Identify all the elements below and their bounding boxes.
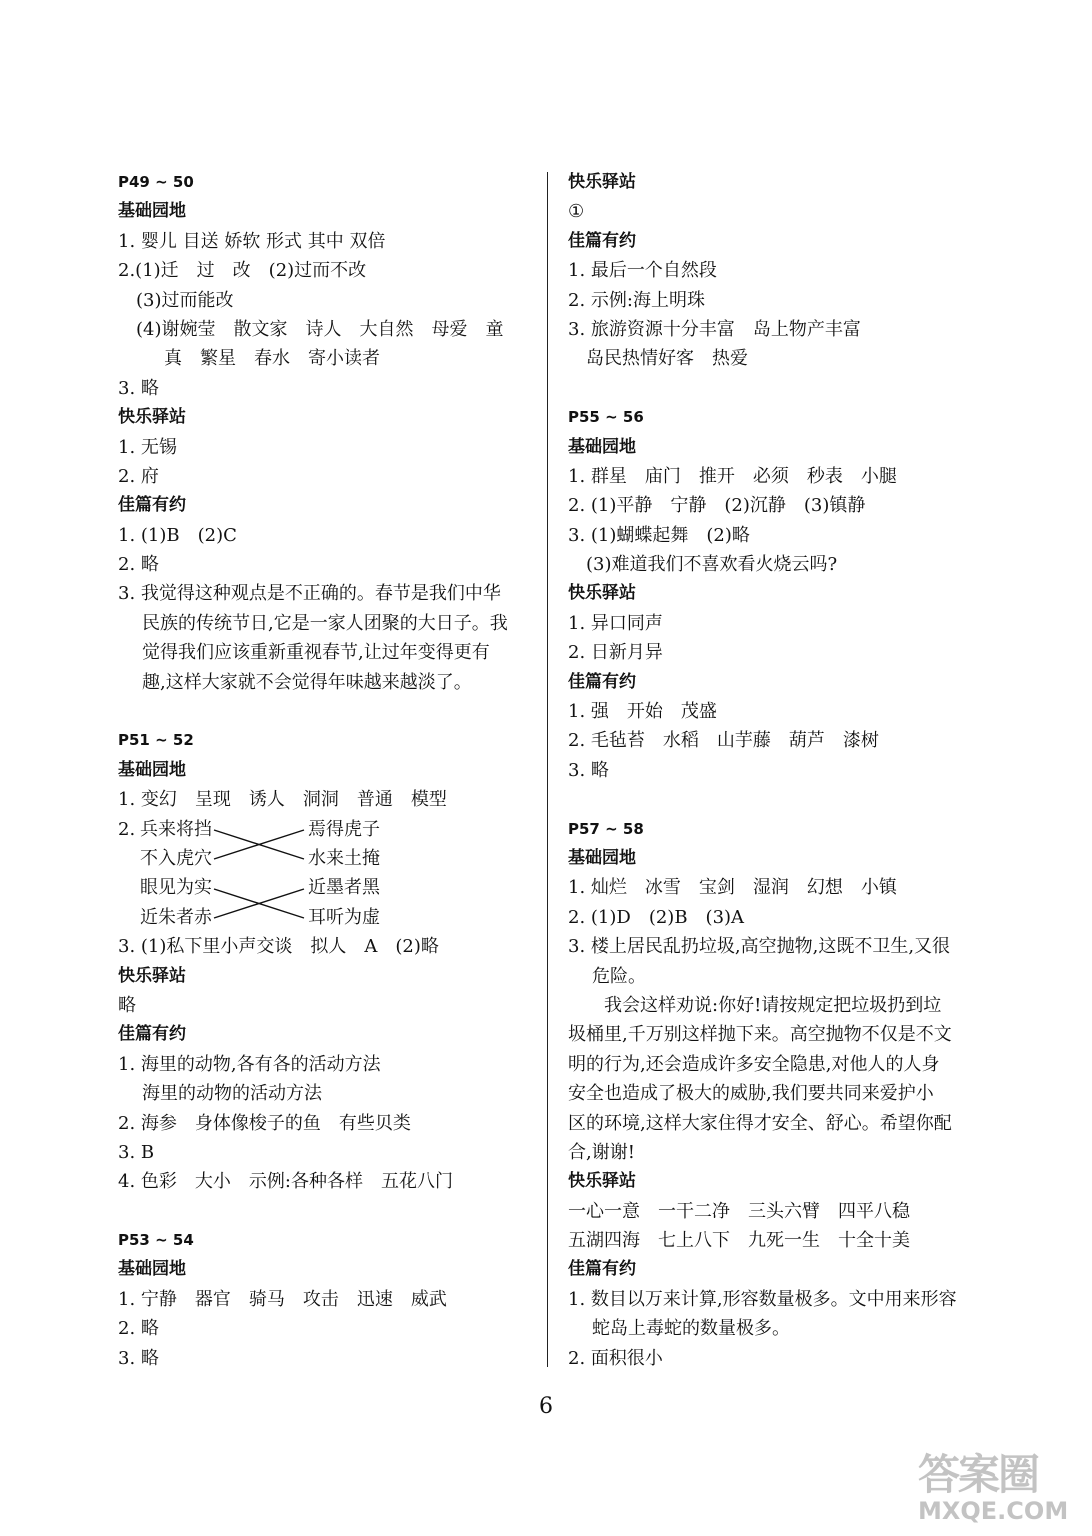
answer-line: 3. 旅游资源十分丰富 岛上物产丰富 <box>568 318 861 340</box>
answer-line: 2. 海参 身体像梭子的鱼 有些贝类 <box>118 1112 411 1134</box>
subsection-title: 快乐驿站 <box>118 407 186 428</box>
page-number: 6 <box>539 1394 553 1419</box>
subsection-title: 快乐驿站 <box>568 1171 636 1192</box>
answer-line: 1. 宁静 器官 骑马 攻击 迅速 威武 <box>118 1288 447 1310</box>
match-right-item: 水来土掩 <box>308 847 380 869</box>
answer-line: 2. 示例:海上明珠 <box>568 289 705 311</box>
section-p57-58 <box>568 815 998 1373</box>
answer-line: 2. (1)D (2)B (3)A <box>568 906 745 928</box>
watermark-logo <box>918 1452 1086 1532</box>
answer-line: 1. 无锡 <box>118 436 177 458</box>
section-p49-50 <box>118 168 538 697</box>
answer-line: (3)难道我们不喜欢看火烧云吗? <box>586 554 838 576</box>
subsection-title: 基础园地 <box>118 759 186 780</box>
answer-line: 五湖四海 七上八下 九死一生 十全十美 <box>568 1230 910 1252</box>
idiom-matching <box>118 815 538 933</box>
match-prefix: 2. <box>118 818 136 840</box>
column-divider <box>547 172 548 1367</box>
section-heading: P53 ~ 54 <box>118 1231 194 1250</box>
subsection-title: 快乐驿站 <box>118 965 186 986</box>
match-right-item: 近墨者黑 <box>308 877 380 899</box>
answer-line: 2. 府 <box>118 465 159 487</box>
answer-line: 合,谢谢! <box>568 1141 635 1163</box>
subsection-title: 快乐驿站 <box>568 583 636 604</box>
section-heading: P51 ~ 52 <box>118 731 194 750</box>
watermark-text: 答案圈 <box>918 1450 1039 1499</box>
subsection-title: 佳篇有约 <box>568 671 636 692</box>
subsection-title: 基础园地 <box>568 436 636 457</box>
subsection-title: 快乐驿站 <box>568 172 636 192</box>
answer-line: 真 繁星 春水 寄小读者 <box>164 348 380 370</box>
answer-line: 3. 略 <box>568 759 609 781</box>
answer-line: 3. B <box>118 1141 155 1163</box>
answer-line: 1. 变幻 呈现 诱人 洞洞 普通 模型 <box>118 789 447 811</box>
answer-line: 1. (1)B (2)C <box>118 524 237 546</box>
subsection-title: 佳篇有约 <box>568 230 636 251</box>
answer-line: 2. (1)平静 宁静 (2)沉静 (3)镇静 <box>568 495 866 517</box>
answer-line: 1. 灿烂 冰雪 宝剑 湿润 幻想 小镇 <box>568 877 897 899</box>
match-left-item: 兵来将挡 <box>140 818 212 840</box>
answer-line: 1. 群星 庙门 推开 必须 秒表 小腿 <box>568 465 897 487</box>
answer-line: (4)谢婉莹 散文家 诗人 大自然 母爱 童 <box>136 318 504 340</box>
section-continued <box>568 168 998 374</box>
answer-line: 3. 我觉得这种观点是不正确的。春节是我们中华 <box>118 583 501 605</box>
subsection-title: 佳篇有约 <box>568 1259 636 1280</box>
right-column <box>568 168 998 1373</box>
answer-line: 2. 略 <box>118 554 159 576</box>
answer-line: 2. 面积很小 <box>568 1347 663 1369</box>
answer-line: 危险。 <box>592 965 646 987</box>
watermark-url: MXQE.COM <box>918 1497 1069 1525</box>
answer-line: (3)过而能改 <box>136 289 234 311</box>
answer-line: 民族的传统节日,它是一家人团聚的大日子。我 <box>142 612 508 634</box>
answer-line: 区的环境,这样大家住得才安全、舒心。希望你配 <box>568 1112 952 1134</box>
answer-line: 1. 最后一个自然段 <box>568 260 717 282</box>
answer-line: 3. (1)蝴蝶起舞 (2)略 <box>568 524 750 546</box>
answer-line: 2. 略 <box>118 1318 159 1340</box>
left-column <box>118 168 538 1373</box>
subsection-title: 基础园地 <box>118 1259 186 1280</box>
answer-line: 海里的动物的活动方法 <box>142 1083 322 1105</box>
section-p51-52 <box>118 726 538 1196</box>
section-heading: P55 ~ 56 <box>568 408 644 427</box>
subsection-title: 佳篇有约 <box>118 1024 186 1045</box>
answer-line: 蛇岛上毒蛇的数量极多。 <box>592 1318 790 1340</box>
answer-line: 我会这样劝说:你好!请按规定把垃圾扔到垃 <box>604 994 942 1016</box>
answer-line: 3. (1)私下里小声交谈 拟人 A (2)略 <box>118 936 439 958</box>
answer-line: 2. 日新月异 <box>568 642 663 664</box>
answer-line: 3. 楼上居民乱扔垃圾,高空抛物,这既不卫生,又很 <box>568 936 951 958</box>
subsection-title: 基础园地 <box>568 847 636 868</box>
section-p53-54 <box>118 1226 538 1373</box>
section-heading: P57 ~ 58 <box>568 819 644 838</box>
answer-line: 3. 略 <box>118 1347 159 1369</box>
answer-line: 安全也造成了极大的威胁,我们要共同来爱护小 <box>568 1083 934 1105</box>
answer-line: 圾桶里,千万别这样抛下来。高空抛物不仅是不文 <box>568 1024 952 1046</box>
answer-line: 趣,这样大家就不会觉得年味越来越淡了。 <box>142 671 472 693</box>
answer-line: 2. 毛毡苔 水稻 山芋藤 葫芦 漆树 <box>568 730 879 752</box>
answer-line: 觉得我们应该重新重视春节,让过年变得更有 <box>142 642 490 664</box>
section-heading: P49 ~ 50 <box>118 173 194 191</box>
answer-line: 岛民热情好客 热爱 <box>586 348 748 370</box>
answer-line: 2.(1)迁 过 改 (2)过而不改 <box>118 260 367 282</box>
subsection-title: 基础园地 <box>118 201 186 222</box>
answer-line: ① <box>568 201 585 223</box>
answer-line: 1. 异口同声 <box>568 612 663 634</box>
answer-line: 1. 婴儿 目送 娇软 形式 其中 双倍 <box>118 230 386 252</box>
answer-line: 明的行为,还会造成许多安全隐患,对他人的人身 <box>568 1053 940 1075</box>
answer-line: 1. 数目以万来计算,形容数量极多。文中用来形容 <box>568 1288 957 1310</box>
subsection-title: 佳篇有约 <box>118 495 186 516</box>
match-left-item: 眼见为实 <box>140 877 212 899</box>
section-p55-56 <box>568 403 998 785</box>
match-left-item: 近朱者赤 <box>140 906 212 928</box>
match-right-item: 耳听为虚 <box>308 906 380 928</box>
match-left-item: 不入虎穴 <box>140 847 212 869</box>
match-right-item: 焉得虎子 <box>308 818 380 840</box>
answer-line: 1. 强 开始 茂盛 <box>568 701 717 723</box>
answer-line: 4. 色彩 大小 示例:各种各样 五花八门 <box>118 1171 453 1193</box>
answer-line: 略 <box>118 994 136 1016</box>
answer-line: 3. 略 <box>118 377 159 399</box>
answer-line: 一心一意 一干二净 三头六臂 四平八稳 <box>568 1200 910 1222</box>
answer-line: 1. 海里的动物,各有各的活动方法 <box>118 1053 381 1075</box>
